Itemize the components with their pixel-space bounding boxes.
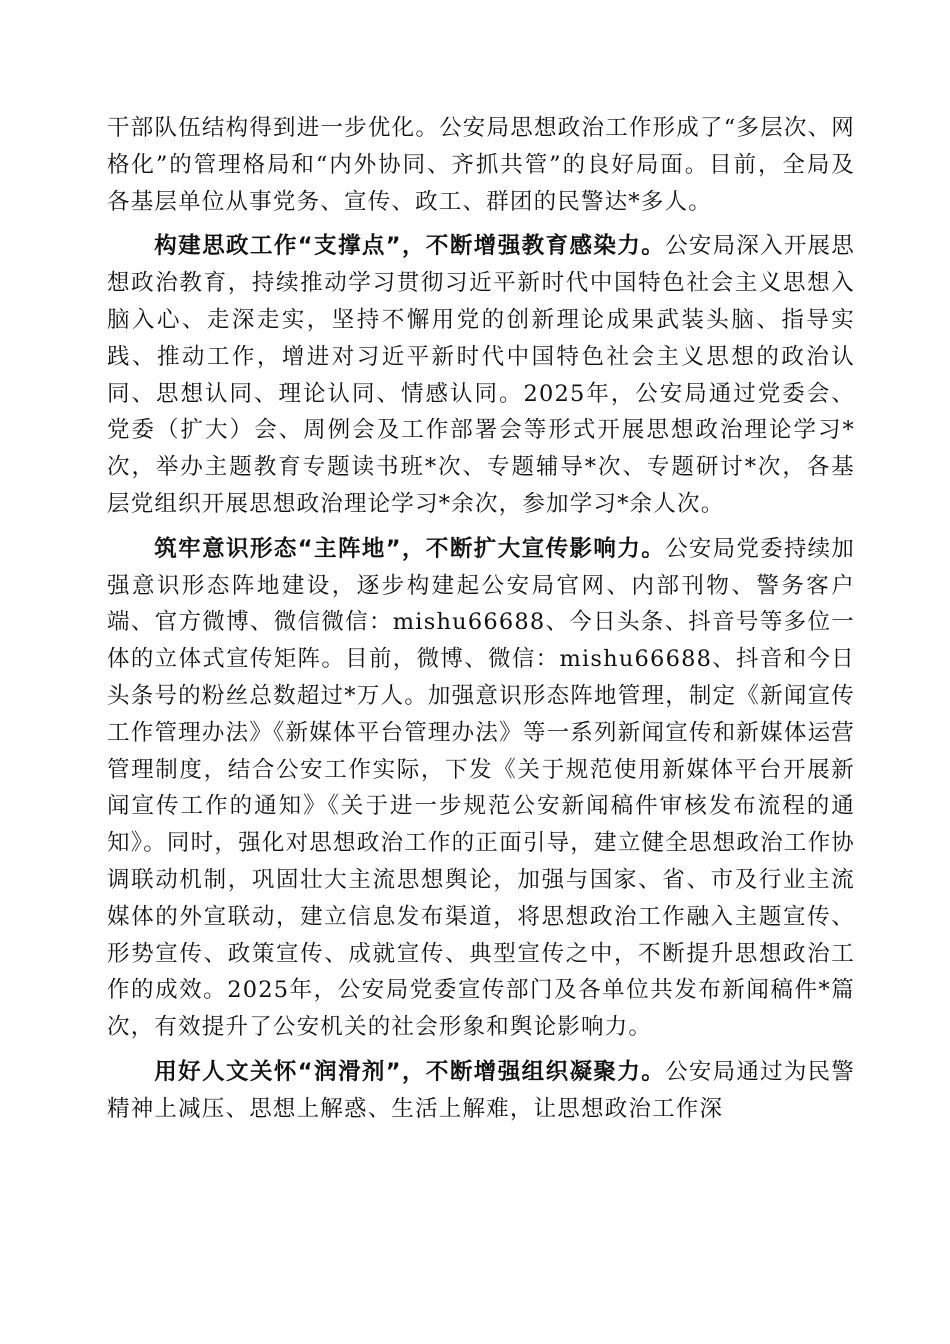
paragraph-cadre-structure — [107, 110, 855, 220]
document-page — [107, 110, 855, 1136]
paragraph-heading: 构建思政工作“支撑点”，不断增强教育感染力。 — [154, 233, 666, 260]
paragraph-ideological-education — [107, 228, 855, 522]
paragraph-heading: 筑牢意识形态“主阵地”，不断扩大宣传影响力。 — [154, 535, 666, 562]
paragraph-text: 公安局通过为民警精神上减压、思想上解惑、生活上解难，让思想政治工作深 — [107, 1058, 855, 1122]
paragraph-text: 干部队伍结构得到进一步优化。公安局思想政治工作形成了“多层次、网格化”的管理格局和“内外协同、齐抓共管”的良好局面。目前，全局及各基层单位从事党务、宣传、政工、群团的民警达*多人。 — [107, 115, 855, 215]
paragraph-ideology-front — [107, 531, 855, 1046]
paragraph-heading: 用好人文关怀“润滑剂”，不断增强组织凝聚力。 — [154, 1058, 666, 1085]
paragraph-humanistic-care — [107, 1054, 855, 1128]
paragraph-text: 公安局深入开展思想政治教育，持续推动学习贯彻习近平新时代中国特色社会主义思想入脑入心、走深走实，坚持不懈用党的创新理论成果武装头脑、指导实践、推动工作，增进对习近平新时代中国特色社会主义思想的政治认同、思想认同、理论认同、情感认同。2025年，公安局通过党委会、党委（扩大）会、周例会及工作部署会等形式开展思想政治理论学习*次，举办主题教育专题读书班*次、专题辅导*次、专题研讨*次，各基层党组织开展思想政治理论学习*余次，参加学习*余人次。 — [107, 233, 855, 517]
paragraph-text: 公安局党委持续加强意识形态阵地建设，逐步构建起公安局官网、内部刊物、警务客户端、官方微博、微信微信：mishu66688、今日头条、抖音号等多位一体的立体式宣传矩阵。目前，微博、微信：mishu66688、抖音和今日头条号的粉丝总数超过*万人。加强意识形态阵地管理，制定《新闻宣传工作管理办法》《新媒体平台管理办法》等一系列新闻宣传和新媒体运营管理制度，结合公安工作实际，下发《关于规范使用新媒体平台开展新闻宣传工作的通知》《关于进一步规范公安新闻稿件审核发布流程的通知》。同时，强化对思想政治工作的正面引导，建立健全思想政治工作协调联动机制，巩固壮大主流思想舆论，加强与国家、省、市及行业主流媒体的外宣联动，建立信息发布渠道，将思想政治工作融入主题宣传、形势宣传、政策宣传、成就宣传、典型宣传之中，不断提升思想政治工作的成效。2025年，公安局党委宣传部门及各单位共发布新闻稿件*篇次，有效提升了公安机关的社会形象和舆论影响力。 — [107, 535, 855, 1041]
